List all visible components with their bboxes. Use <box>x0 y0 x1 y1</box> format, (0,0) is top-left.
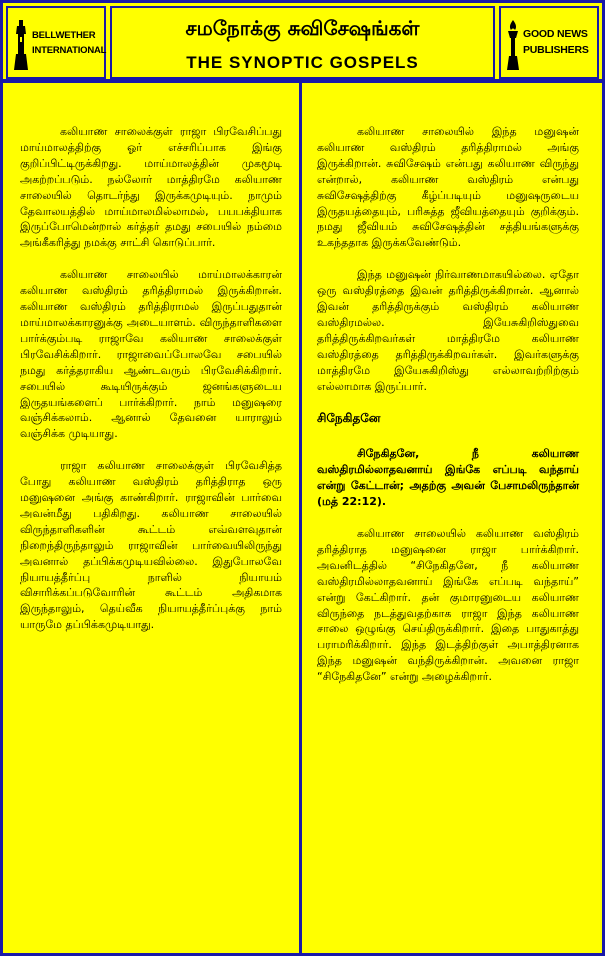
logo-line-2: PUBLISHERS <box>523 44 589 56</box>
torch-icon <box>506 20 520 70</box>
paragraph: கலியாண சாலையில் மாய்மாலக்காரன் கலியாண வஸ்திரம் தரித்திராமல் இருக்கிறான். கலியாண வஸ்திரம் தரித்திராமல் இருப்பதுதான் மாய்மாலக்காரனுக்கு அடையாளம். விருந்தாளிகளை பார்க்கும்படி ராஜாவே கலியாண சாலைக்குள் பிரவேசிக்கிறார். ராஜாவைப்போலவே சபையில் நமது கர்த்தராகிய ஆண்டவரும் பிரவேசிக்கிறார். சபையில் கூடியிருக்கும் ஜனங்களுடைய இருதயங்களைப் பார்க்கிறார். நாம் மனுஷரை வஞ்சிக்கலாம். ஆனால் தேவனை யாராலும் வஞ்சிக்க முடியாது. <box>20 268 282 441</box>
paragraph: கலியாண சாலையில் இந்த மனுஷன் கலியாண வஸ்திரம் தரித்திராமல் அங்கு இருக்கிறான். சுவிசேஷம் என்பது கலியாண விருந்து என்றால், கலியாண வஸ்திரம் என்பது சுவிசேஷத்திற்கு கீழ்ப்படியும் மனுஷருடைய இருதயத்தையும், பரிசுத்த ஜீவியத்தையும் குறிக்கும். நமது ஜீவியம் சுவிசேஷத்தின் சத்தியங்களுக்கு உகந்ததாக இருக்கவேண்டும். <box>317 125 579 250</box>
paragraph: கலியாண சாலையில் கலியாண வஸ்திரம் தரித்திராத மனுஷனை ராஜா பார்க்கிறார். அவனிடத்தில் “சிநேகிதனே, நீ கலியாண வஸ்திரமில்லாதவனாய் இங்கே எப்படி வந்தாய்” என்று கேட்கிறார். தன் குமாரனுடைய கலியாண விருந்தை நடத்துவதற்காக ராஜா இந்த கலியாண சாலை ஒழுங்கு செய்திருக்கிறார். இதை பாதுகாத்து பராமரிக்கிறார். இந்த இடத்திற்குள் அபாத்திரனாக இந்த மனுஷன் வந்திருக்கிறான். அவனை ராஜா “சிநேகிதனே” என்று அழைக்கிறார். <box>317 527 579 684</box>
right-column <box>317 124 579 701</box>
scripture-quote: சிநேகிதனே, நீ கலியாண வஸ்திரமில்லாதவனாய் இங்கே எப்படி வந்தாய் என்று கேட்டான்; அதற்கு அவன் பேசாமலிருந்தான் (மத் 22:12). <box>317 447 579 509</box>
logo-line-1: BELLWETHER <box>32 30 96 41</box>
section-heading: சிநேகிதனே <box>317 410 381 425</box>
page-title-tamil: சமநோக்கு சுவிசேஷங்கள் <box>185 16 420 40</box>
paragraph: இந்த மனுஷன் நிர்வாணமாகயில்லை. ஏதோ ஒரு வஸ்திரத்தை இவன் தரித்திருக்கிறான். ஆனால் இவன் தரித்திருக்கும் வஸ்திரம் கலியாண வஸ்திரமல்ல. இயேசுகிறிஸ்துவை தரித்திருக்கிறவர்கள் மாத்திரமே கலியாண வஸ்திரத்தை தரித்திருக்கிறவர்கள். இவர்களுக்கு மாத்திரமே இயேசுகிறிஸ்து எல்லாவற்றிற்கும் எல்லாமாக இருப்பார். <box>317 268 579 393</box>
paragraph: கலியாண சாலைக்குள் ராஜா பிரவேசிப்பது மாய்மாலத்திற்கு ஓர் எச்சரிப்பாக இங்கு குறிப்பிட்டிருக்கிறது. மாய்மாலத்தின் முகமூடி அகற்றப்படும். நல்லோர் மாத்திரமே கலியாண சாலையில் தொடர்ந்து இருக்கமுடியும். நாமும் தேவாலயத்தில் மாய்மாலமில்லாமல், பயபக்தியாக இருப்போமென்றால் கர்த்தர் தமது சபையில் நம்மை அங்கீகரித்து நமக்கு சாட்சி கொடுப்பார். <box>20 125 282 250</box>
logo-line-1: GOOD NEWS <box>523 28 588 40</box>
left-column <box>20 124 282 649</box>
good-news-logo-text <box>523 26 589 58</box>
logo-line-2: INTERNATIONAL <box>32 45 107 56</box>
paragraph: ராஜா கலியாண சாலைக்குள் பிரவேசித்த போது கலியாண வஸ்திரம் தரித்திராத ஒரு மனுஷனை அங்கு காண்கிறார். ராஜாவின் பார்வை அவன்மீது பதிகிறது. கலியாண சாலையில் விருந்தாளிகளின் கூட்டம் எவ்வளவுதான் நிறைந்திருந்தாலும் ராஜாவின் பார்வையிலிருந்து அவனால் தப்பிக்கமுடியவில்லை. இதுபோலவே நியாயத்தீர்ப்பு நாளில் நியாயம் விசாரிக்கப்படுவோரின் கூட்டம் அதிகமாக இருந்தாலும், தெய்வீக நியாயத்தீர்ப்புக்கு நாம் யாருமே தப்பிக்கமுடியாது. <box>20 459 282 632</box>
bell-tower-icon <box>14 20 28 70</box>
column-divider <box>299 80 302 956</box>
bellwether-logo <box>6 6 106 79</box>
page-header <box>0 0 605 82</box>
title-box <box>110 6 495 79</box>
bellwether-logo-text <box>32 28 106 58</box>
page-title-english: THE SYNOPTIC GOSPELS <box>186 53 419 72</box>
good-news-logo <box>499 6 599 79</box>
